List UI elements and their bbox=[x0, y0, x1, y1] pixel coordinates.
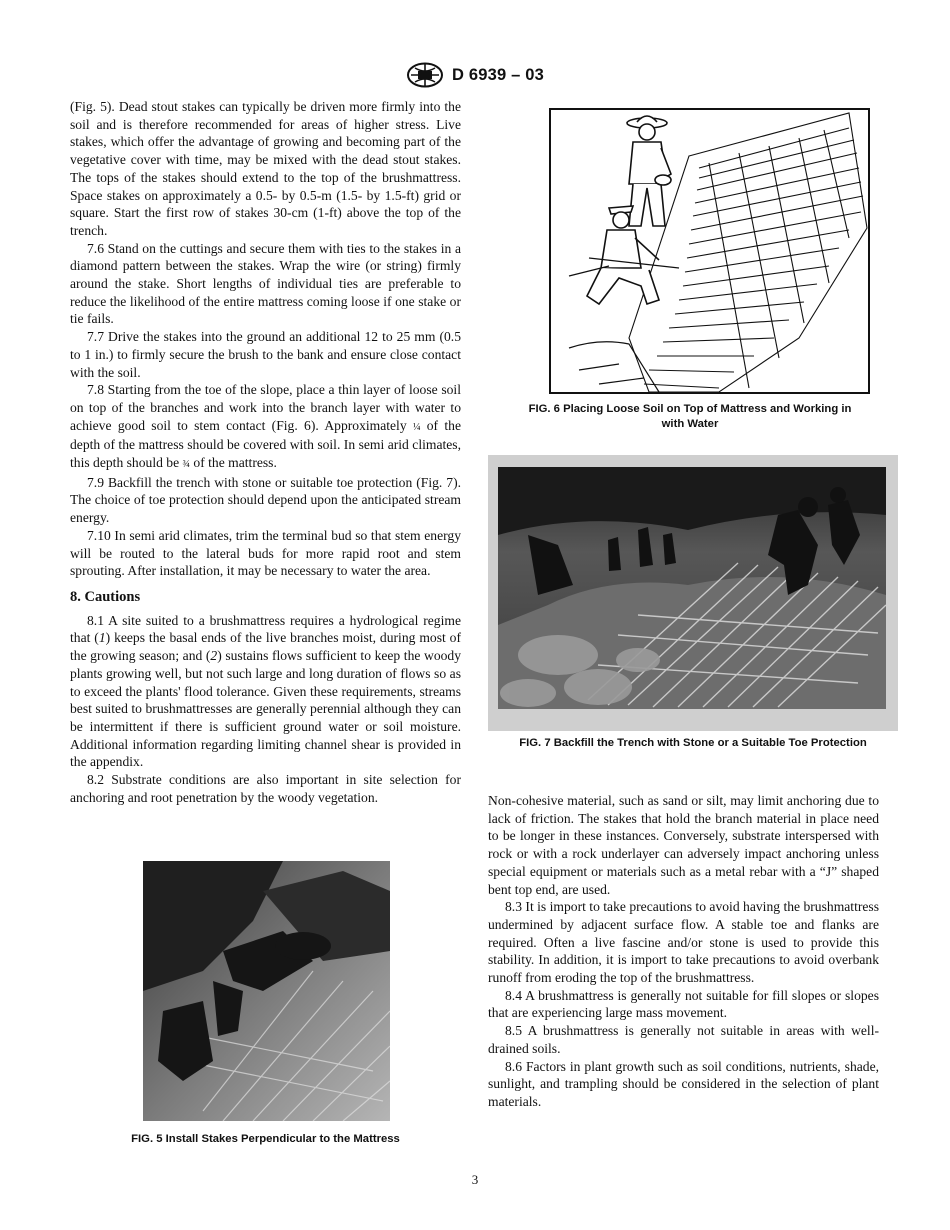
paragraph-8-2-continued: Non-cohesive material, such as sand or silt, may limit anchoring due to lack of friction. The stakes that hold the branch material in place need to be longer in these instances. Conversely, substrate interspersed with rock or with a rock underlayer can adversely impact anchoring unless special equipment or materials such as a metal rebar with a “J” shaped bent top end, are used. bbox=[488, 793, 879, 897]
figure-6-caption-line-2: with Water bbox=[661, 418, 719, 430]
section-8-heading: 8. Cautions bbox=[70, 588, 141, 605]
right-column bbox=[488, 792, 879, 1111]
figure-7-caption: FIG. 7 Backfill the Trench with Stone or a Suitable Toe Protection bbox=[519, 737, 867, 749]
figure-6-drawing bbox=[549, 108, 870, 394]
paragraph-7-8-text-a: 7.8 Starting from the toe of the slope, place a thin layer of loose soil on top of the branches and work into the branch layer with water to achieve good soil to stem contact (Fig. 6). Approximately bbox=[70, 382, 461, 433]
paragraph-7-8-text-c: of the mattress. bbox=[190, 455, 277, 471]
paragraph-8-4: 8.4 A brushmattress is generally not suitable for fill slopes or slopes that are experiencing large mass movement. bbox=[488, 987, 879, 1021]
paragraph-7-8 bbox=[70, 381, 461, 474]
left-column bbox=[70, 98, 461, 806]
paragraph-8-5: 8.5 A brushmattress is generally not suitable in areas with well-drained soils. bbox=[488, 1023, 879, 1056]
paragraph-7-7: 7.7 Drive the stakes into the ground an additional 12 to 25 mm (0.5 to 1 in.) to firmly secure the brush to the bank and ensure close contact with the soil. bbox=[70, 329, 461, 380]
fraction-one-quarter: ¼ bbox=[412, 421, 421, 433]
paragraph-7-8-text-b: of the depth of the mattress should be covered with soil. In semi arid climates, this depth should be bbox=[70, 417, 462, 471]
fraction-three-quarters: ¾ bbox=[182, 459, 191, 471]
figure-6-caption-line-1: FIG. 6 Placing Loose Soil on Top of Mattress and Working in bbox=[528, 403, 852, 415]
paragraph-8-1-text-a: 8.1 A site suited to a brushmattress requires a hydrological regime that ( bbox=[70, 612, 461, 646]
astm-logo-icon bbox=[406, 62, 444, 88]
paragraph-8-2: 8.2 Substrate conditions are also important in site selection for anchoring and root penetration by the woody vegetation. bbox=[70, 772, 461, 805]
figure-5-caption: FIG. 5 Install Stakes Perpendicular to the Mattress bbox=[131, 1133, 400, 1145]
figure-6-illustration bbox=[549, 108, 870, 394]
figure-7-photo-image bbox=[488, 455, 898, 731]
paragraph-7-9: 7.9 Backfill the trench with stone or suitable toe protection (Fig. 7). The choice of toe protection should depend upon the anticipated stream energy. bbox=[70, 474, 461, 526]
paragraph-8-6: 8.6 Factors in plant growth such as soil conditions, nutrients, shade, sunlight, and trampling should be considered in the selection of plant materials. bbox=[488, 1058, 879, 1109]
paragraph-8-1 bbox=[70, 612, 461, 771]
paragraph-7-10: 7.10 In semi arid climates, trim the terminal bud so that stem energy will be routed to the lateral buds for more rapid root and stem sprouting. After installation, it may be necessary to water the area. bbox=[70, 527, 461, 579]
paragraph-7-5-continued: (Fig. 5). Dead stout stakes can typically be driven more firmly into the soil and is therefore recommended for areas of higher stress. Live stakes, which offer the advantage of growing and becoming part of the vegetative cover with time, may be mixed with the dead stout stakes. The tops of the stakes should extend to the top of the brushmattress. Space stakes on approximately a 0.5- by 0.5-m (1.5- by 1.5-ft) grid or square. Start the first row of stakes 30-cm (1-ft) above the top of the trench. bbox=[70, 99, 461, 238]
paragraph-7-6: 7.6 Stand on the cuttings and secure them with ties to the stakes in a diamond pattern between the stakes. Wrap the wire (or string) firmly around the stake. Short lengths of individual ties are preferable to reduce the likelihood of the entire mattress coming loose if one stake or tie fails. bbox=[70, 240, 461, 327]
standard-designation: D 6939 – 03 bbox=[451, 65, 545, 84]
page-header bbox=[0, 62, 950, 88]
list-number-2: 2 bbox=[210, 648, 218, 664]
paragraph-8-1-text-c: ) sustains flows sufficient to keep the woody plants growing well, but not such large and long duration of flows so as to exceed the plants' flood tolerance. Given these requirements, streams best suited to brushmattresses are generally perennial although they can be intermittent if there is sufficient ground water or soil moisture. Additional information regarding limiting channel shear is provided in the appendix. bbox=[70, 648, 462, 770]
figure-5-photo-image bbox=[143, 861, 390, 1121]
figure-7-photo bbox=[488, 455, 898, 731]
list-number-1: 1 bbox=[98, 630, 106, 646]
figure-5-photo bbox=[143, 861, 390, 1121]
paragraph-8-3: 8.3 It is import to take precautions to avoid having the brushmattress undermined by adjacent surface flow. A stable toe and flanks are required. Often a live fascine and/or stone is used to provide this stability. In addition, it is import to take precautions to avoid overbank runoff from eroding the top of the brushmattress. bbox=[488, 899, 879, 986]
page-number: 3 bbox=[471, 1172, 479, 1187]
figure-6-caption bbox=[490, 402, 890, 432]
paragraph-8-1-text-b: ) keeps the basal ends of the live branches moist, during most of the growing season; and ( bbox=[70, 630, 462, 664]
